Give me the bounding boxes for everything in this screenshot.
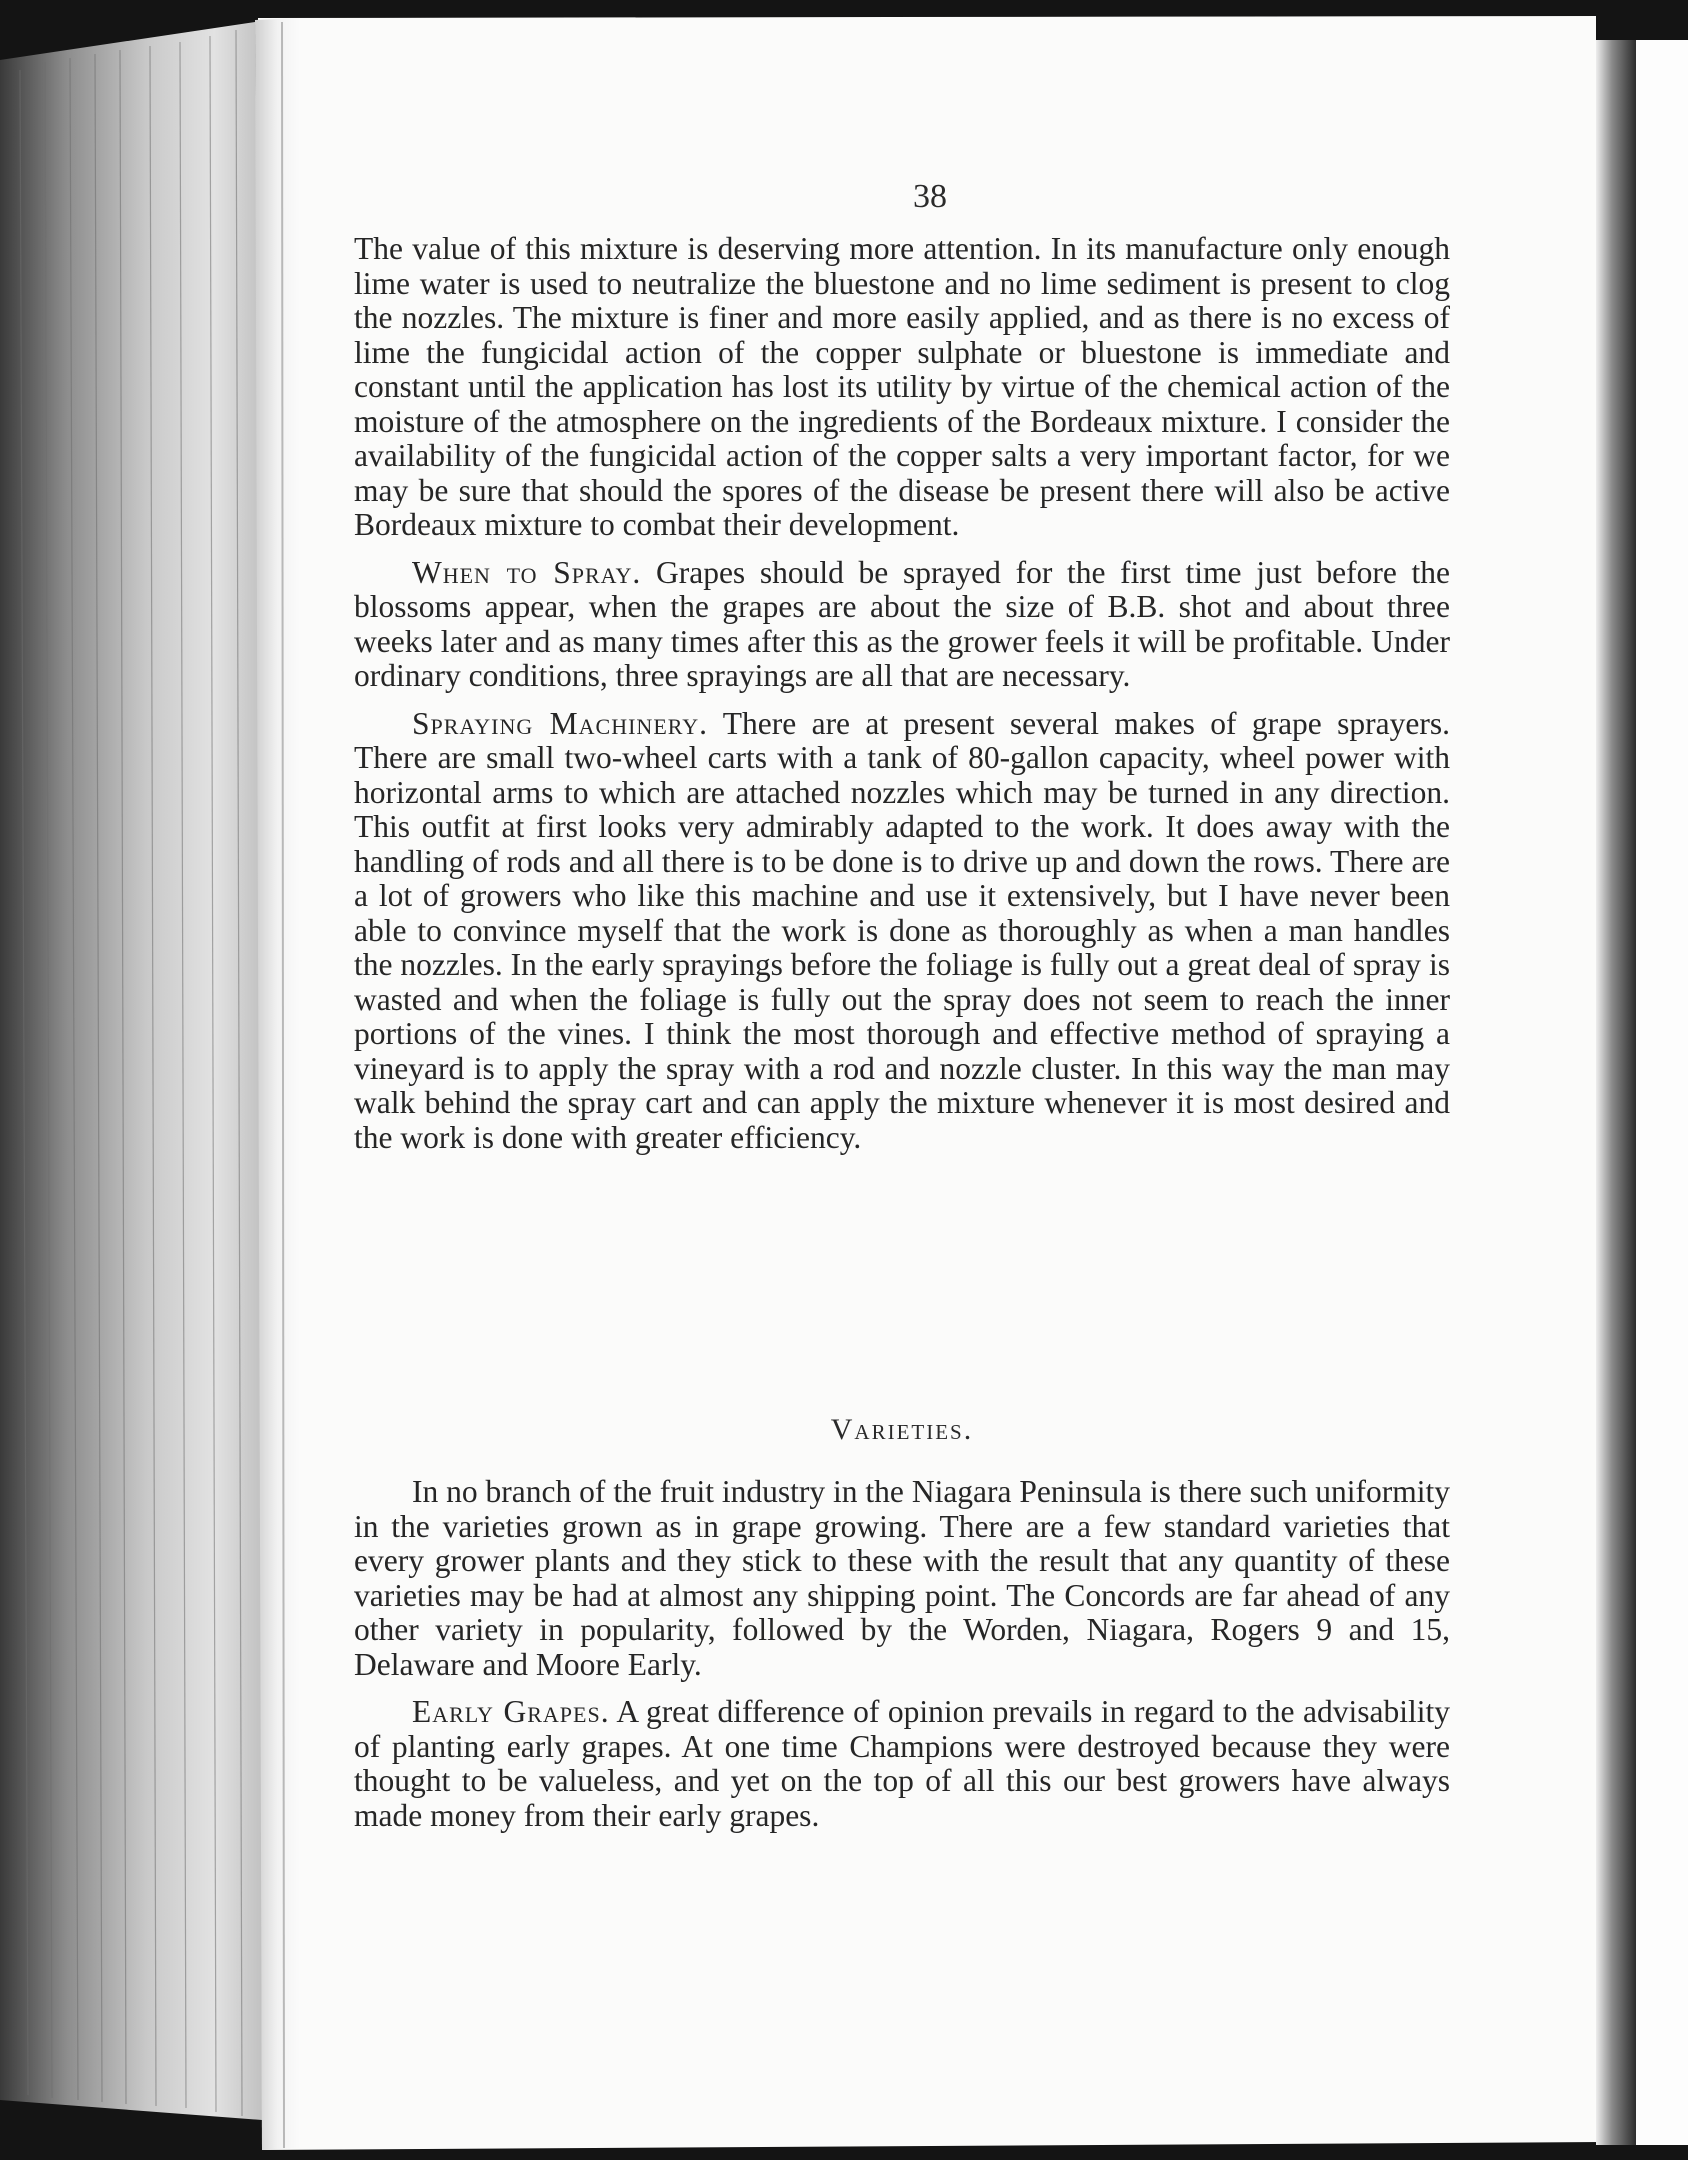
paragraph-early-grapes <box>354 1695 1450 1833</box>
paragraph-lead-heading: Early Grapes. <box>412 1694 610 1729</box>
paragraph-text: A great difference of opinion prevails in regard to the advisability of planting early grapes. At one time Champions were destroyed because they were thought to be valueless, and yet on the top of all this our best growers have always made money from their early grapes. <box>354 1694 1451 1833</box>
paragraph-mixture-value <box>354 232 1450 543</box>
section-heading-varieties: Varieties. <box>830 1413 974 1446</box>
paragraph-text: There are at present several makes of grape sprayers. There are small two-wheel carts with a tank of 80-gallon capacity, wheel power with horizontal arms to which are attached nozzles which may be turned in any direction. This outfit at first looks very admirably adapted to the work. It does away with the handling of rods and all there is to be done is to drive up and down the rows. There are a lot of growers who like this machine and use it extensively, but I have never been able to convince myself that the work is done as thoroughly as when a man handles the nozzles. In the early sprayings before the foliage is fully out a great deal of spray is wasted and when the foliage is fully out the spray does not seem to reach the inner portions of the vines. I think the most thorough and effective method of spraying a vineyard is to apply the spray with a rod and nozzle cluster. In this way the man may walk behind the spray cart and can apply the mixture whenever it is most desired and the work is done with greater efficiency. <box>354 705 1450 1155</box>
paragraph-text: The value of this mixture is deserving more attention. In its manufacture only enough lime water is used to neutralize the bluestone and no lime sediment is present to clog the nozzles. The mixture is finer and more easily applied, and as there is no excess of lime the fungicidal action of the copper sulphate or bluestone is immediate and constant until the application has lost its utility by virtue of the chemical action of the moisture of the atmosphere on the ingredients of the Bordeaux mixture. I consider the availability of the fungicidal action of the copper salts a very important factor, for we may be sure that should the spores of the disease be present there will also be active Bordeaux mixture to combat their development. <box>354 231 1450 542</box>
paragraph-when-to-spray <box>354 556 1450 694</box>
upper-text-block <box>354 232 1450 1155</box>
page-number: 38 <box>913 178 947 215</box>
paragraph-lead-heading: When to Spray. <box>412 554 642 590</box>
paragraph-spraying-machinery <box>354 707 1450 1156</box>
paragraph-text: In no branch of the fruit industry in the Niagara Peninsula is there such uniformity in the varieties grown as in grape growing. There are a few standard varieties that every grower plants and they stick to these with the result that any quantity of these varieties may be had at almost any shipping point. The Concords are far ahead of any other variety in popularity, followed by the Worden, Niagara, Rogers 9 and 15, Delaware and Moore Early. <box>354 1474 1450 1682</box>
paragraph-varieties <box>354 1475 1450 1682</box>
lower-text-block <box>354 1475 1450 1833</box>
paragraph-lead-heading: Spraying Machinery. <box>412 705 708 741</box>
paragraph-text: Grapes should be sprayed for the first time just before the blossoms appear, when the grapes are about the size of B.B. shot and about three weeks later and as many times after this as the grower feels it will be profitable. Under ordinary conditions, three sprayings are all that are necessary. <box>354 554 1450 693</box>
